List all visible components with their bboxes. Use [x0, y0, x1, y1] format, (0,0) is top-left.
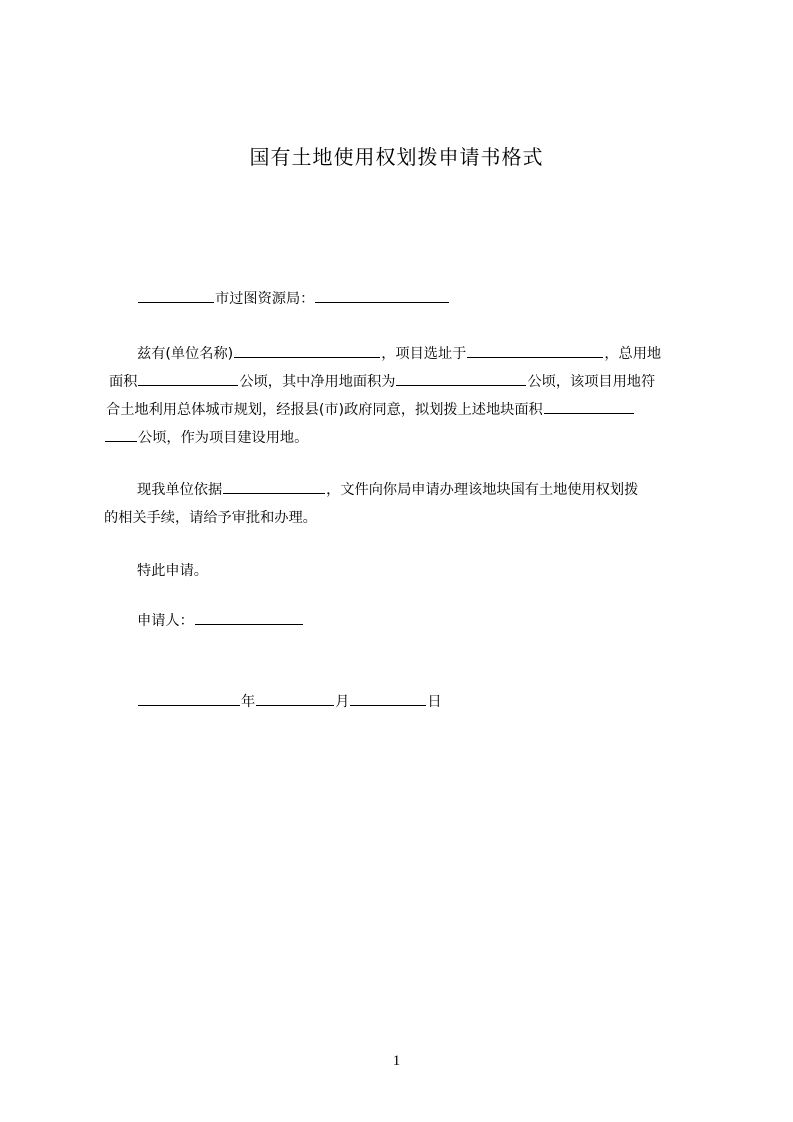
p2-text-basis: 现我单位依据: [137, 482, 223, 498]
p1-text-use: 公顷，作为项目建设用地。: [138, 430, 309, 446]
paragraph1-line2: [104, 368, 709, 396]
p2-text-procedures: 的相关手续，请给予审批和办理。: [104, 510, 317, 526]
p1-text-unit-name: 兹有(单位名称): [137, 346, 234, 362]
month-blank[interactable]: [256, 689, 334, 706]
month-label: 月: [335, 694, 350, 710]
date-line: [104, 688, 737, 716]
paragraph2-line2: [104, 504, 704, 532]
allocated-area-blank-cont[interactable]: [105, 425, 137, 442]
site-blank[interactable]: [467, 341, 603, 358]
paragraph2-line1: [104, 476, 737, 504]
day-blank[interactable]: [350, 689, 426, 706]
day-label: 日: [427, 694, 442, 710]
applicant-blank[interactable]: [195, 608, 303, 625]
addressee-label: 市过图资源局：: [215, 291, 315, 307]
document-title: 国有土地使用权划拨申请书格式: [249, 145, 544, 169]
year-blank[interactable]: [138, 689, 240, 706]
city-blank[interactable]: [138, 286, 214, 303]
addressee-line: [104, 285, 737, 313]
net-area-blank[interactable]: [396, 369, 526, 386]
p1-text-conform: 公顷，该项目用地符: [527, 374, 656, 390]
p1-text-net-area: 公顷，其中净用地面积为: [239, 374, 396, 390]
paragraph1-line1: [104, 340, 737, 368]
paragraph1-line3: [104, 396, 706, 424]
p1-text-site: ，项目选址于: [381, 346, 467, 362]
allocated-area-blank[interactable]: [544, 397, 634, 414]
p2-text-apply: ，文件向你局申请办理该地块国有土地使用权划拨: [326, 482, 639, 498]
unit-name-blank[interactable]: [234, 341, 380, 358]
p1-text-area: 面积: [109, 374, 138, 390]
applicant-line: [104, 607, 737, 635]
paragraph1-line4: [104, 424, 704, 452]
year-label: 年: [241, 694, 256, 710]
page-number: 1: [392, 1053, 401, 1069]
addressee-blank[interactable]: [315, 286, 449, 303]
p1-text-total-area: ，总用地: [604, 346, 662, 362]
p1-text-plan: 合土地利用总体城市规划，经报县(市)政府同意，拟划拨上述地块面积: [106, 402, 543, 418]
applicant-label: 申请人：: [137, 613, 194, 629]
basis-blank[interactable]: [223, 477, 325, 494]
total-area-blank[interactable]: [138, 369, 238, 386]
closing-text: 特此申请。: [137, 563, 208, 579]
closing-line: [104, 557, 737, 585]
